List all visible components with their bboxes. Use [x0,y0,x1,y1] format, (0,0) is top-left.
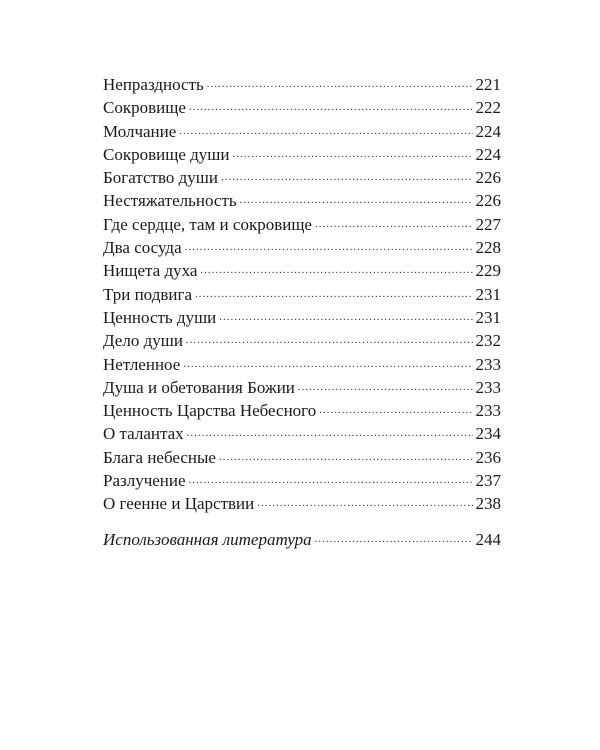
toc-entry [103,422,501,445]
toc-entry [103,283,501,306]
toc-entry [103,329,501,352]
dot-leader [207,73,473,96]
toc-entry-page: 224 [475,144,501,164]
toc-entry-title: Сокровище [103,98,186,118]
toc-entry [103,236,501,259]
toc-entry [103,189,501,212]
toc-entry-title: О талантах [103,424,184,444]
toc-entry-page: 227 [475,214,501,234]
toc-entry [103,143,501,166]
toc-entry [103,166,501,189]
dot-leader [200,259,472,282]
toc-entry-title: Душа и обетования Божии [103,377,295,397]
toc-entry-title: Три подвига [103,284,192,304]
table-of-contents [103,73,501,551]
dot-leader [315,213,473,236]
toc-entry-title: Сокровище души [103,144,230,164]
dot-leader [298,376,473,399]
toc-entry-page: 226 [475,168,501,188]
toc-entry-title: Нестяжательность [103,191,237,211]
toc-entry-page: 232 [475,331,501,351]
toc-entry-title: Ценность души [103,307,217,327]
dot-leader [219,306,472,329]
toc-entry-title: Непраздность [103,75,204,94]
toc-entry-page: 226 [475,191,501,211]
toc-entry [103,446,501,469]
toc-literature-title: Использованная литература [103,529,312,549]
toc-entry-page: 236 [475,447,501,467]
toc-entry-title: Где сердце, там и сокровище [103,214,312,234]
toc-entry-page: 228 [475,238,501,258]
toc-entry-page: 221 [475,75,501,94]
toc-entry-title: О геенне и Царствии [103,494,255,514]
dot-leader [186,329,473,352]
toc-entry-page: 234 [475,424,501,444]
dot-leader [187,422,473,445]
toc-entry-title: Нищета духа [103,261,198,281]
dot-leader [189,469,473,492]
toc-literature-page: 244 [475,529,501,549]
toc-entry-title: Дело души [103,331,183,351]
toc-entry [103,306,501,329]
toc-entry-title: Нетленное [103,354,181,374]
toc-entry-page: 233 [475,354,501,374]
dot-leader [240,189,473,212]
dot-leader [232,143,472,166]
dot-leader [189,96,473,119]
dot-leader [315,528,473,551]
dot-leader [257,492,472,515]
toc-entry [103,469,501,492]
toc-entry [103,213,501,236]
toc-entry-title: Два сосуда [103,238,182,258]
toc-entry [103,492,501,515]
toc-entry-page: 222 [475,98,501,118]
toc-entry-page: 224 [475,121,501,141]
toc-entry-page: 237 [475,471,501,491]
toc-entry-page: 238 [475,494,501,514]
dot-leader [219,446,473,469]
toc-entry-page: 233 [475,377,501,397]
dot-leader [179,120,472,143]
toc-entry [103,120,501,143]
toc-entry [103,376,501,399]
dot-leader [195,283,473,306]
toc-entry [103,259,501,282]
toc-entry-page: 233 [475,401,501,421]
toc-entry [103,353,501,376]
toc-entry-title: Молчание [103,121,177,141]
dot-leader [221,166,473,189]
toc-entry-page: 229 [475,261,501,281]
dot-leader [183,353,472,376]
toc-entry-page: 231 [475,307,501,327]
toc-entry-title: Блага небесные [103,447,216,467]
toc-entry [103,399,501,422]
toc-entry [103,73,501,96]
toc-entry-page: 231 [475,284,501,304]
dot-leader [185,236,473,259]
toc-entry-title: Ценность Царства Небесного [103,401,317,421]
toc-literature-entry [103,528,501,551]
toc-entry-title: Богатство души [103,168,218,188]
dot-leader [319,399,472,422]
toc-entry [103,96,501,119]
toc-entry-title: Разлучение [103,471,186,491]
